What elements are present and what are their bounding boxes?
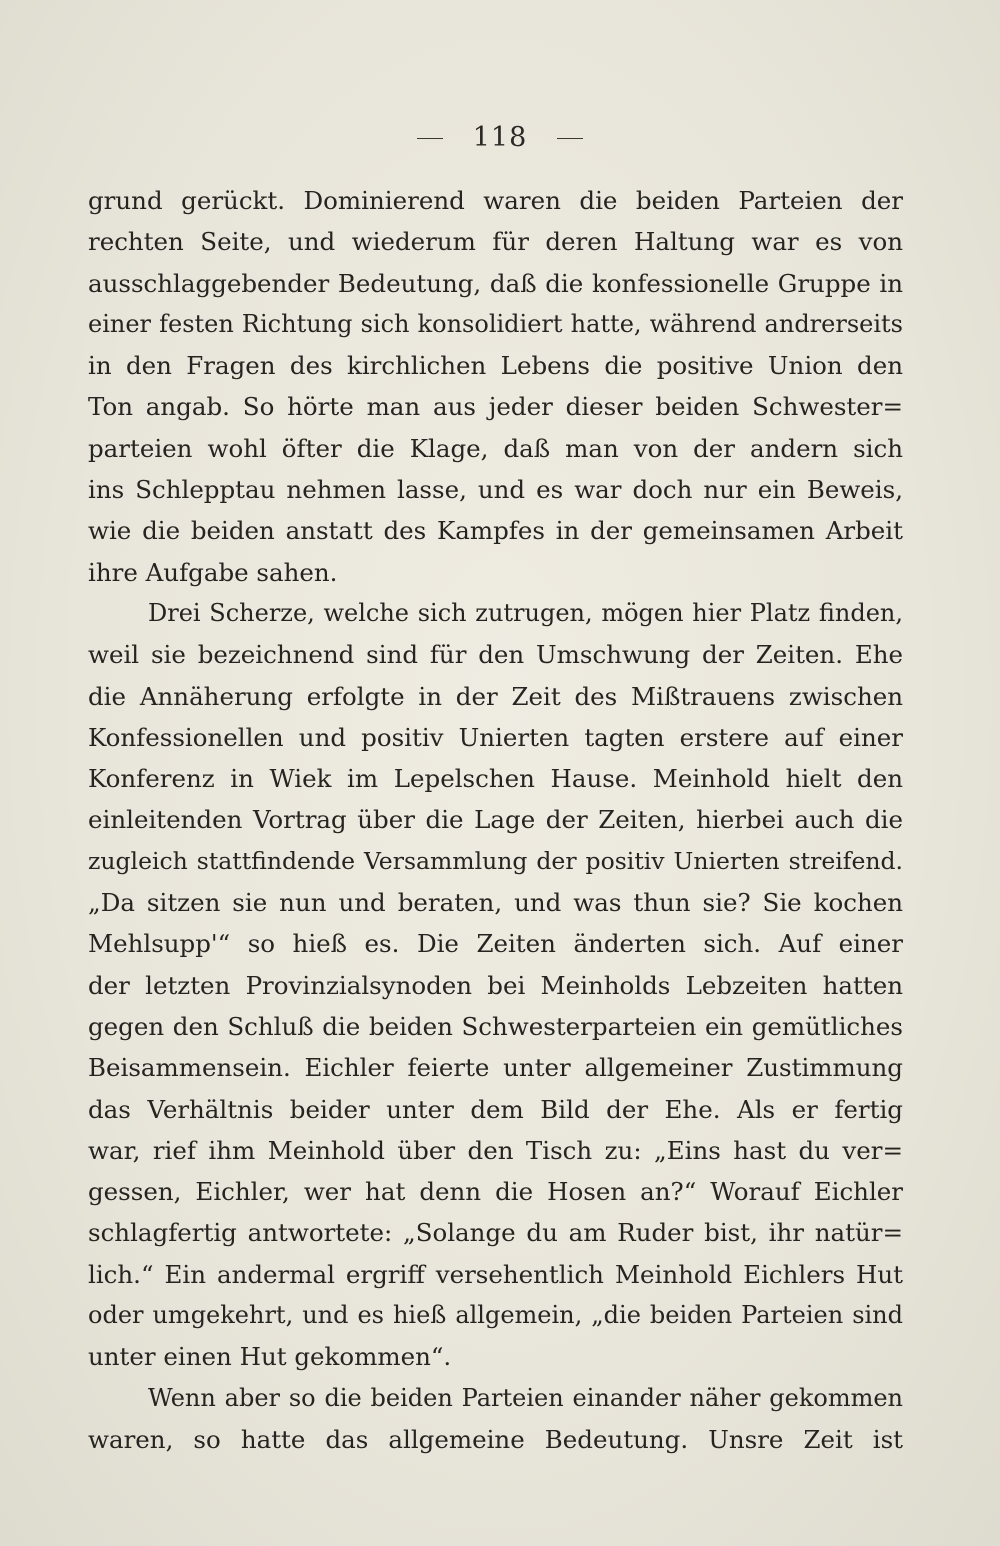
text-line: Konferenz in Wiek im Lepelschen Hause. Meinhold hielt den [88, 764, 903, 794]
header-dash-left [417, 138, 443, 139]
text-line: parteien wohl öfter die Klage, daß man von der andern sich [88, 433, 903, 463]
text-line: in den Fragen des kirchlichen Lebens die positive Union den [88, 351, 903, 381]
text-line: einer festen Richtung sich konsolidiert hatte, während andrerseits [88, 309, 903, 338]
text-line: grund gerückt. Dominierend waren die beiden Parteien der [88, 186, 903, 215]
text-line: war, rief ihm Meinhold über den Tisch zu: „Eins hast du ver= [88, 1135, 903, 1165]
page-number-header [0, 122, 1000, 153]
text-line: weil sie bezeichnend sind für den Umschwung der Zeiten. Ehe [88, 640, 903, 670]
text-line: waren, so hatte das allgemeine Bedeutung. Unsre Zeit ist [88, 1424, 903, 1454]
text-line: gegen den Schluß die beiden Schwesterparteien ein gemütliches [88, 1011, 903, 1041]
paragraph-1 [88, 180, 903, 593]
text-line: ausschlaggebender Bedeutung, daß die konfessionelle Gruppe in [88, 268, 903, 298]
text-line: Ton angab. So hörte man aus jeder dieser beiden Schwester= [88, 392, 903, 422]
text-line: Mehlsupp'“ so hieß es. Die Zeiten änderten sich. Auf einer [88, 929, 903, 959]
page-number: 118 [472, 122, 528, 153]
text-line: gessen, Eichler, wer hat denn die Hosen an?“ Worauf Eichler [88, 1177, 903, 1207]
text-line: Drei Scherze, welche sich zutrugen, mögen hier Platz finden, [148, 598, 903, 627]
text-line: „Da sitzen sie nun und beraten, und was thun sie? Sie kochen [88, 888, 903, 918]
text-line: ins Schlepptau nehmen lasse, und es war doch nur ein Beweis, [88, 475, 903, 505]
text-line: unter einen Hut gekommen“. [88, 1342, 452, 1372]
text-line: oder umgekehrt, und es hieß allgemein, „die beiden Parteien sind [88, 1301, 903, 1330]
text-line: Wenn aber so die beiden Parteien einander näher gekommen [148, 1383, 903, 1412]
paragraph-3 [88, 1378, 903, 1461]
text-line: rechten Seite, und wiederum für deren Haltung war es von [88, 227, 903, 257]
paragraph-2 [88, 593, 903, 1378]
text-line: das Verhältnis beider unter dem Bild der Ehe. Als er fertig [88, 1094, 903, 1124]
text-line: schlagfertig antwortete: „Solange du am Ruder bist, ihr natür= [88, 1218, 903, 1248]
text-line: einleitenden Vortrag über die Lage der Zeiten, hierbei auch die [88, 805, 903, 835]
header-dash-right [557, 138, 583, 139]
text-line: die Annäherung erfolgte in der Zeit des Mißtrauens zwischen [88, 681, 903, 711]
text-line: der letzten Provinzialsynoden bei Meinholds Lebzeiten hatten [88, 970, 903, 1000]
text-line: Konfessionellen und positiv Unierten tagten erstere auf einer [88, 722, 903, 752]
text-line: Beisammensein. Eichler feierte unter allgemeiner Zustimmung [88, 1053, 903, 1083]
body-text [88, 180, 903, 1460]
text-line: zugleich stattfindende Versammlung der positiv Unierten streifend. [88, 846, 903, 875]
text-line: wie die beiden anstatt des Kampfes in der gemeinsamen Arbeit [88, 516, 903, 546]
text-line: lich.“ Ein andermal ergriff versehentlich Meinhold Eichlers Hut [88, 1259, 903, 1289]
text-line: ihre Aufgabe sahen. [88, 557, 338, 587]
